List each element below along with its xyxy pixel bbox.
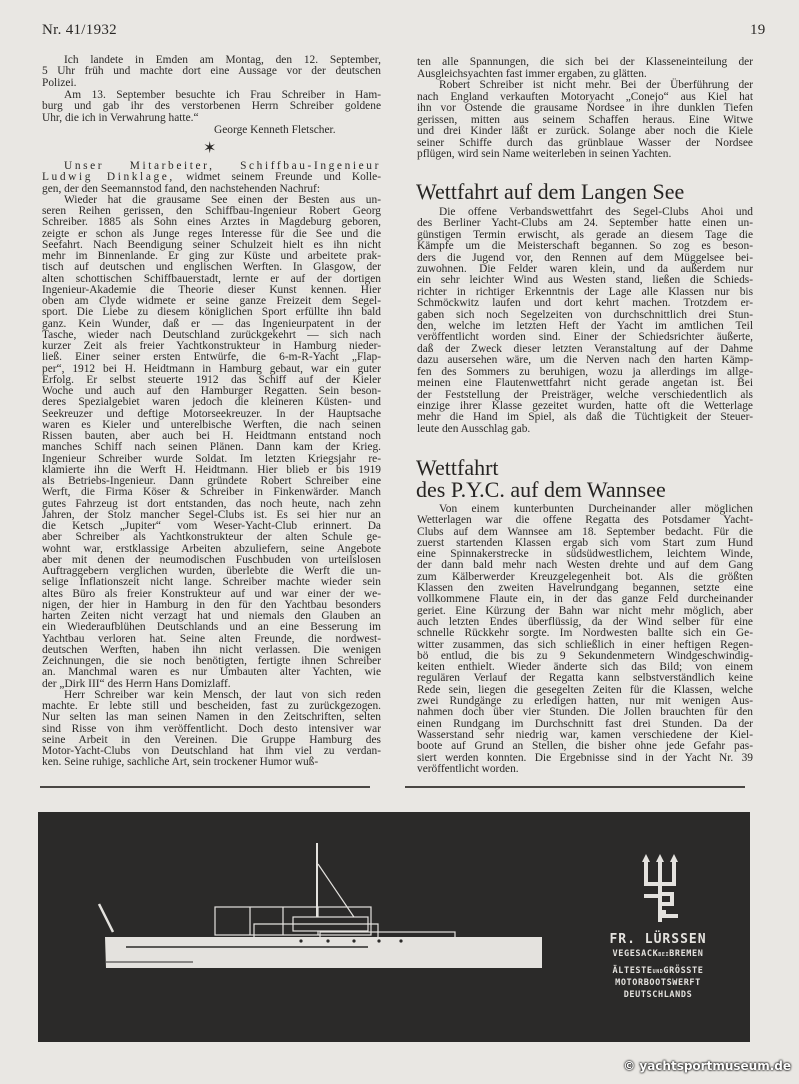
text-line: zuerst startenden Klassen ergab sich vom Start zum Hund: [417, 536, 753, 549]
issue-number: Nr. 41/1932: [42, 22, 117, 38]
obituary-closing: [417, 80, 753, 161]
article-wannsee-body: [417, 504, 753, 775]
text-line: ihn vor Ostende die grausame Nordsee in ihre dunklen Tiefen: [417, 102, 753, 114]
text-line: seren Reihen gerissen, den Schiffbau-Ingenieur Robert Georg: [42, 205, 381, 217]
text-line: deres Spezialgebiet waren jedoch die kleineren Küsten- und: [42, 396, 381, 409]
text-line: Schreiber. 1885 als Sohn eines Arztes in Magdeburg geboren,: [42, 216, 381, 229]
text-line: schnelle Rückkehr sorgte. Im Nordwesten ballte sich ein Ge-: [417, 627, 753, 640]
text-line: die Ketsch „Jupiter“ vom Weser-Yacht-Club erinnert. Da: [42, 520, 381, 532]
text-line: und drei Kinder läßt er zurück. Solange aber noch die Kiele: [417, 125, 753, 137]
ad-tagline-2: MOTORBOOTSWERFT: [615, 978, 701, 988]
divider-rule: [40, 786, 370, 788]
text-line: den, welche im letzten Heft der Yacht im amtlichen Teil: [417, 320, 753, 333]
text-line: mehr die Hand im Spiel, als daß die Tüchtigkeit der Steuer-: [417, 411, 753, 424]
text-line: zeigte er schon als Junge reges Interesse für die See und die: [42, 227, 381, 240]
text-line: Nur selten las man seinen Namen in den Zeitschriften, selten: [42, 711, 381, 724]
text-line: manches Schiff nach seinen Plänen. Dann kam der Krieg.: [42, 441, 381, 454]
text-line: zum Kälberwerder Kreuzgelegenheit bot. Als die größten: [417, 570, 753, 583]
hull: [105, 937, 542, 968]
text-line: tisch auf deutschen und englischen Werften. In Glasgow, der: [42, 261, 381, 274]
text-line: der dann bald mehr nach Westen drehte und auf dem Gang: [417, 559, 753, 572]
watermark: © yachtsportmuseum.de: [623, 1059, 791, 1073]
text-line: gerissen, mitten aus seinem Schaffen heraus. Eine Witwe: [417, 113, 753, 126]
text-line: Ingenieur Schreiber wurde Soldat. Im letzten Kriegsjahr re-: [42, 452, 381, 465]
obituary-paragraph: [42, 195, 381, 690]
obituary-continuation: [417, 57, 753, 80]
ad-brand: FR. LÜRSSEN: [609, 932, 707, 947]
text-line: vollkommene Flaute ein, in der das ganze Feld durcheinander: [417, 593, 753, 606]
text-line: Robert Schreiber ist nicht mehr. Bei der Überführung der: [439, 79, 753, 91]
text-line: Ausgleichsyachten fast immer ergaben, zu glätten.: [417, 67, 647, 80]
text-line: seine Arbeit in den Vereinen. Die Gruppe Hamburg des: [42, 733, 381, 746]
text-line: einzige ihrer Klasse gezeitet wurden, hatte oft die Wetterlage: [417, 399, 753, 412]
text-line: harten Zeiten nicht verzagt hat und niemals den Glauben an: [42, 610, 381, 622]
intro-line: [42, 172, 381, 183]
text-line: des Berliner Yacht-Clubs am 24. September hatte einen un-: [417, 217, 753, 230]
article-heading-wannsee-line1: Wettfahrt: [416, 455, 499, 480]
text-line: oben am Clyde widmete er seine ganze Freizeit dem Segel-: [42, 295, 381, 307]
intro-line: gen, der den Seemannstod fand, den nachstehenden Nachruf:: [42, 182, 321, 195]
text-line: geriet. Eine Kürzung der Bahn war nicht mehr möglich, aber: [417, 604, 753, 617]
text-line: Erfolg. Er selbst steuerte 1912 das Schiff auf der Kieler: [42, 373, 381, 386]
text-line: Ich landete in Emden am Montag, den 12. September,: [64, 54, 381, 66]
text-line: Seekreuzer und deftige Motorseekreuzer. In der Hauptsache: [42, 407, 381, 420]
text-line: Zeichnungen, die sie noch benötigten, fertigte ihnen Schreiber: [42, 655, 381, 667]
text-line: ganz. Kein Wunder, daß er — das Ingenieurpatent in der: [42, 317, 381, 330]
text-line: der Feststellung der Preisträger, welche verschiedentlich als: [417, 388, 753, 401]
ad-tagline-b: GRÖSSTE: [663, 966, 704, 976]
text-line: sport. Die Liebe zu diesem königlichen Sport erfüllte ihn bald: [42, 306, 381, 319]
text-line: mehr im Binnenlande. Er ging zur Küste und arbeitete prak-: [42, 250, 381, 262]
text-line: gaben sich noch Segelzeiten von durchschnittlich drei Stun-: [417, 308, 753, 321]
text-line: Von einem kunterbunten Durcheinander aller möglichen: [439, 503, 753, 515]
text-line: aber Schreiber als Yachtkonstrukteur der alten Schule ge-: [42, 531, 381, 544]
motor-yacht-illustration: [38, 812, 750, 1042]
text-line: selige Inflationszeit nicht lange. Schreiber machte wieder sein: [42, 576, 381, 589]
text-line: zwei Rundgänge zu erledigen hatten, nur mit wenigen Aus-: [417, 695, 753, 708]
text-line: Schmöckwitz laufen und dort kehrt machen. Trotzdem er-: [417, 297, 753, 310]
text-line: Polizei.: [42, 76, 77, 89]
text-line: Wetterlagen war die offene Regatta des Potsdamer Yacht-: [417, 514, 753, 527]
text-line: aber mit denen der neumodischen Fuschbuden von urteilslosen: [42, 553, 381, 566]
text-line: gutes Fahrzeug ist dort entstanden, das noch heute, nach zehn: [42, 497, 381, 510]
text-line: seiner Schiffe durch das grünblaue Wasser der Nordsee: [417, 136, 753, 149]
text-line: Herr Schreiber war kein Mensch, der laut von sich reden: [64, 688, 381, 701]
text-line: einen Rundgang im Durchschnitt fast drei Stunden. Da der: [417, 717, 753, 730]
text-line: Klassen den zweiten Havelrundgang begannen, setzte eine: [417, 582, 753, 595]
text-line: waren es Kieler und unterelbische Werften, die nach seinen: [42, 418, 381, 431]
text-line: Motor-Yacht-Clubs von Deutschland hat ihm viel zu verdan-: [42, 745, 381, 757]
text-line: Rissen bauten, aber auch bei H. Heidtmann entstand noch: [42, 430, 381, 442]
intro-text: widmet seinem Freunde und Kolle-: [186, 171, 381, 184]
author-name: Ludwig Dinklage,: [42, 171, 175, 184]
ad-location-city: BREMEN: [669, 949, 704, 959]
text-line: fen des Sommers zu beruhigen, wozu ja allerdings im allge-: [417, 365, 753, 378]
text-line: klamierte ihn die Werft H. Heidtmann. Hier blieb er bis 1919: [42, 463, 381, 476]
text-line: leute den Ausschlag gab.: [417, 422, 531, 435]
text-line: ein sehr leichter Wind aus Westen stand, ließen die Schieds-: [417, 274, 753, 287]
text-line: per“, 1912 bei H. Heidtmann in Hamburg gebaut, war ein guter: [42, 362, 381, 375]
text-line: keiten enthielt. Wieder änderte sich das Bild; von einem: [417, 661, 753, 674]
text-line: sind Risse von ihm veröffentlicht. Doch desto intensiver war: [42, 722, 381, 735]
text-line: richter in richtiger Erkenntnis der Lage alle Klassen nur bis: [417, 285, 753, 298]
text-line: Kämpfe um die Meisterschaft begannen. So zog es beson-: [417, 240, 753, 253]
article-heading-wannsee-line2: des P.Y.C. auf dem Wannsee: [416, 477, 666, 502]
page-number: 19: [750, 22, 766, 38]
text-line: Am 13. September besuchte ich Frau Schreiber in Ham-: [64, 89, 381, 101]
text-line: meinen eine Flautenwettfahrt nicht gerade angetan ist. Bei: [417, 377, 753, 390]
text-line: bö entlud, die bis zu 9 Sekundenmetern Windgeschwindig-: [417, 649, 753, 662]
text-line: alten schottischen Schiffbauerstadt, lernte er auf der dortigen: [42, 272, 381, 285]
text-line: 5 Uhr früh und machte dort eine Aussage vor der deutschen: [42, 65, 381, 78]
ad-tagline-1: [598, 966, 718, 976]
text-line: Wasserstand sehr niedrig war, kamen verschiedene der Kiel-: [417, 728, 753, 741]
text-line: nach England verkauften Motoryacht „Conejo“ aus Kiel hat: [417, 90, 753, 103]
text-line: eine Spinnakerstrecke in südsüdwestlichem, leichtem Winde,: [417, 548, 753, 561]
ad-location-bei: BEI: [658, 952, 670, 958]
divider-rule: [405, 786, 745, 788]
text-line: Woche und auch auf den Hamburger Regatten. Sein beson-: [42, 385, 381, 397]
text-line: pflügen, wird sein Name weiterleben in seinen Yachten.: [417, 148, 672, 160]
text-line: auch letzten Endes überflüssig, da der Wind selber für eine: [417, 615, 753, 628]
text-line: ein Wiederaufblühen Deutschlands und an eine Besserung im: [42, 621, 381, 634]
obituary-intro: [42, 161, 381, 195]
text-line: kurzer Zeit als freier Yachtkonstrukteur in Hamburg nieder-: [42, 340, 381, 352]
text-line: machte. Er lebte still und bescheiden, fast zu zurückgezogen.: [42, 700, 381, 712]
text-line: deutschen Werften, haben ihn nicht verlassen. Die wenigen: [42, 643, 381, 656]
text-line: ten alle Spannungen, die sich bei der Klasseneinteilung der: [417, 56, 753, 68]
text-line: ken. Seine ruhige, sachliche Art, sein trockener Humor wuß-: [42, 756, 319, 769]
text-line: Wieder hat die grausame See einen der Besten aus un-: [64, 193, 381, 206]
article-heading-langen-see: Wettfahrt auf dem Langen See: [416, 179, 685, 204]
text-line: ders die Jugend vor, den Rennen auf dem Müggelsee bei-: [417, 251, 753, 264]
text-line: als Betriebs-Ingenieur. Dann gründete Robert Schreiber eine: [42, 475, 381, 487]
ad-tagline-und: UND: [652, 969, 664, 975]
text-line: Die offene Verbandswettfahrt des Segel-Clubs Ahoi und: [439, 206, 753, 218]
text-line: Yachtbau verloren hat. Seine alten Freunde, die nordwest-: [42, 632, 381, 645]
text-line: Tasche, wieder nach Deutschland zurückgekehrt — sich nach: [42, 328, 381, 341]
text-line: siert werden konnten. Die Ergebnisse sind in der Yacht Nr. 39: [417, 751, 753, 764]
text-line: regulären Verlauf der Regatta kann selbstverständlich keine: [417, 672, 753, 685]
text-line: wohnt war, erstklassige Arbeiten abzuliefern, seine Angebote: [42, 542, 381, 555]
text-line: Jahren, der Stolz mancher Segel-Clubs ist. Es sei hier nur an: [42, 508, 381, 521]
ad-location-town: VEGESACK: [612, 949, 659, 959]
text-line: Rede sein, liegen die gesegelten Zeiten für die Klassen, welche: [417, 683, 753, 696]
luerssen-logo-icon: [640, 852, 680, 922]
text-line: Clubs auf dem Wannsee am 18. September bedacht. Für die: [417, 525, 753, 538]
text-line: dazu ausersehen wäre, um die Nerven nach den harten Kämp-: [417, 354, 753, 367]
text-line: veröffentlicht worden.: [417, 762, 519, 775]
letter-paragraph-1: [42, 55, 381, 89]
text-line: altes Büro als freier Konstrukteur auf und war einer der we-: [42, 587, 381, 600]
text-line: Uhr, die ich in Verwahrung hatte.“: [42, 111, 199, 124]
text-line: nigen, der hier in Hamburg in den für den Yachtbau besonders: [42, 598, 381, 611]
intro-line: Unser Mitarbeiter, Schiffbau-Ingenieur: [64, 160, 381, 172]
text-line: burg und gab ihr des verstorbenen Herrn Schreiber goldene: [42, 100, 381, 113]
text-line: boote auf Grund an Stellen, die bisher ohne jede Gefahr pas-: [417, 740, 753, 753]
text-line: daß der Zweck dieser letzten Veranstaltung auf der Dahme: [417, 342, 753, 355]
text-line: Seefahrt. Nach Beendigung seiner Schulzeit hielt es ihn nicht: [42, 238, 381, 251]
separator-star-icon: ✶: [203, 140, 217, 157]
text-line: witter zusammen, das sich schließlich in einer heftigen Regen-: [417, 638, 753, 651]
obituary-paragraph-final: [42, 690, 381, 769]
text-line: zuwohnen. Die Felder waren klein, und da außerdem nur: [417, 263, 753, 276]
ad-tagline-3: DEUTSCHLANDS: [623, 990, 693, 1000]
text-line: der „Dirk III“ des Herrn Hans Domizlaff.: [42, 677, 231, 690]
article-langen-see-body: [417, 207, 753, 435]
letter-signature: George Kenneth Fletscher.: [214, 124, 336, 136]
text-line: Werft, die Firma Köser & Schreiber in Finkenwärder. Manch: [42, 486, 381, 499]
text-line: günstigen Termin erwischt, als gerade an diesem Tage die: [417, 228, 753, 241]
text-line: an. Manchmal waren es nur Umbauten alter Yachten, wie: [42, 666, 381, 679]
text-line: ließ. Einer seiner ersten Entwürfe, die 6-m-R-Yacht „Flap-: [42, 351, 381, 364]
ad-location: [598, 949, 718, 959]
text-line: Auftraggebern verglichen wurden, überlebte die Werft die un-: [42, 565, 381, 577]
ad-tagline-a: ÄLTESTE: [612, 966, 653, 976]
luerssen-advertisement: [38, 812, 750, 1042]
text-line: veröffentlicht worden sind. Einer der Schiedsrichter äußerte,: [417, 331, 753, 344]
text-line: Ingenieur-Akademie die Theorie dieser Kunst kennen. Hier: [42, 283, 381, 296]
letter-paragraph-2: [42, 90, 381, 124]
text-line: nahmen doch über vier Stunden. Die Jollen brauchten für den: [417, 706, 753, 719]
